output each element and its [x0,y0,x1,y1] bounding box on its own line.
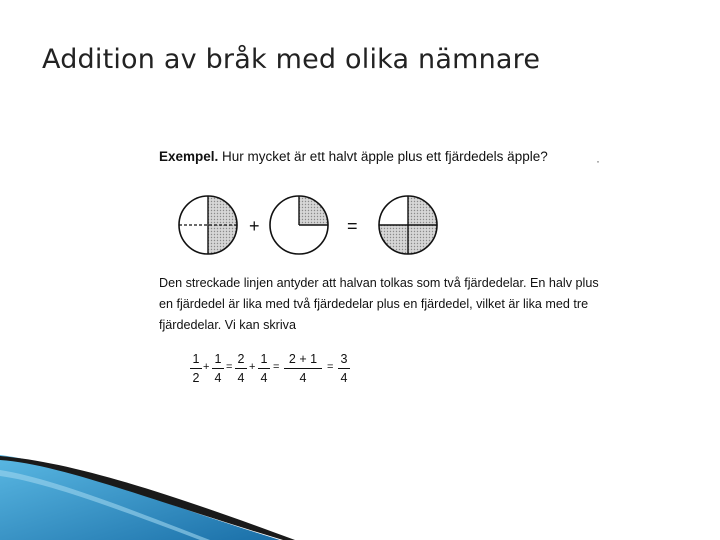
equals-sign: = [347,216,358,236]
paragraph-line: fjärdedelar. Vi kan skriva [159,318,296,332]
denominator: 4 [260,371,268,385]
fraction-bar [284,368,322,369]
numerator: 2 [237,352,245,366]
fraction-bar [190,368,202,369]
denominator: 4 [299,371,307,385]
numerator: 2 + 1 [288,352,318,366]
operator: = [226,361,233,373]
explanation-paragraph [159,273,604,336]
paragraph-line: en fjärdedel är lika med två fjärdedelar plus en fjärdedel, vilket är lika med tre [159,297,589,311]
denominator: 4 [214,371,222,385]
light-stripe [0,470,210,540]
slide-title: Addition av bråk med olika nämnare [42,44,541,75]
fraction [257,352,271,385]
numerator: 1 [260,352,268,366]
scanned-textbook-excerpt [150,140,610,400]
denominator: 2 [192,371,200,385]
numerator: 1 [214,352,222,366]
quarter-apple-circle [268,194,330,256]
fraction [211,352,225,385]
fraction-bar [212,368,224,369]
operator: = [273,361,280,373]
blue-wave [0,455,280,540]
half-apple-circle [177,194,239,256]
operator: + [249,361,256,373]
shaded-half [208,196,237,254]
numerator: 3 [340,352,348,366]
fraction-bar [235,368,247,369]
numerator: 1 [192,352,200,366]
three-quarter-apple-circle [377,194,439,256]
denominator: 4 [237,371,245,385]
scan-speck: · [596,154,600,168]
fraction-bar [258,368,270,369]
paragraph-line: Den streckade linjen antyder att halvan tolkas som två fjärdedelar. En halv plus [159,276,599,290]
example-label: Exempel. [159,149,219,164]
fraction [337,352,351,385]
example-question: Hur mycket är ett halvt äpple plus ett fjärdedels äpple? [222,149,548,164]
plus-sign: + [249,216,260,236]
fraction [283,352,323,385]
fraction [234,352,248,385]
example-line [159,149,548,164]
operator: = [327,361,334,373]
operator: + [203,361,210,373]
dark-stripe [0,456,295,540]
fraction-equation [189,352,409,394]
fraction [189,352,203,385]
denominator: 4 [340,371,348,385]
fraction-bar [338,368,350,369]
